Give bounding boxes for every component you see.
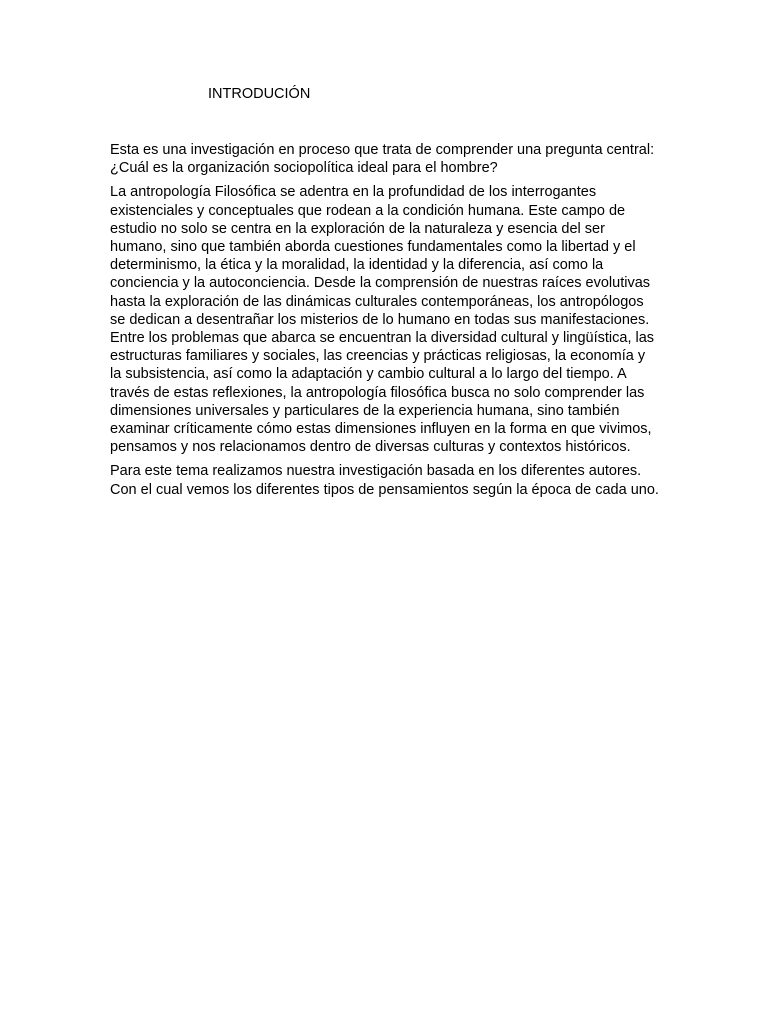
paragraph-research-method: Para este tema realizamos nuestra investigación basada en los diferentes autores. Con el cual vemos los diferentes tipos de pensamientos según la época de cada uno. bbox=[110, 463, 659, 498]
document-body bbox=[110, 141, 660, 505]
page-title: INTRODUCIÓN bbox=[208, 86, 311, 102]
paragraph-intro-question: Esta es una investigación en proceso que trata de comprender una pregunta central: ¿Cuál es la organización sociopolítica ideal para el hombre? bbox=[110, 142, 655, 177]
paragraph-philosophical-anthropology: La antropología Filosófica se adentra en la profundidad de los interrogantes existenciales y conceptuales que rodean a la condición humana. Este campo de estudio no solo se centra en la exploración de la naturaleza y esencia del ser humano, sino que también aborda cuestiones fundamentales como la libertad y el determinismo, la ética y la moralidad, la identidad y la diferencia, así como la conciencia y la autoconciencia. Desde la comprensión de nuestras raíces evolutivas hasta la exploración de las dinámicas culturales contemporáneas, los antropólogos se dedican a desentrañar los misterios de lo humano en todas sus manifestaciones. Entre los problemas que abarca se encuentran la diversidad cultural y lingüística, las estructuras familiares y sociales, las creencias y prácticas religiosas, la economía y la subsistencia, así como la adaptación y cambio cultural a lo largo del tiempo. A través de estas reflexiones, la antropología filosófica busca no solo comprender las dimensiones universales y particulares de la experiencia humana, sino también examinar críticamente cómo estas dimensiones influyen en la forma en que vivimos, pensamos y nos relacionamos dentro de diversas culturas y contextos históricos. bbox=[110, 184, 655, 456]
